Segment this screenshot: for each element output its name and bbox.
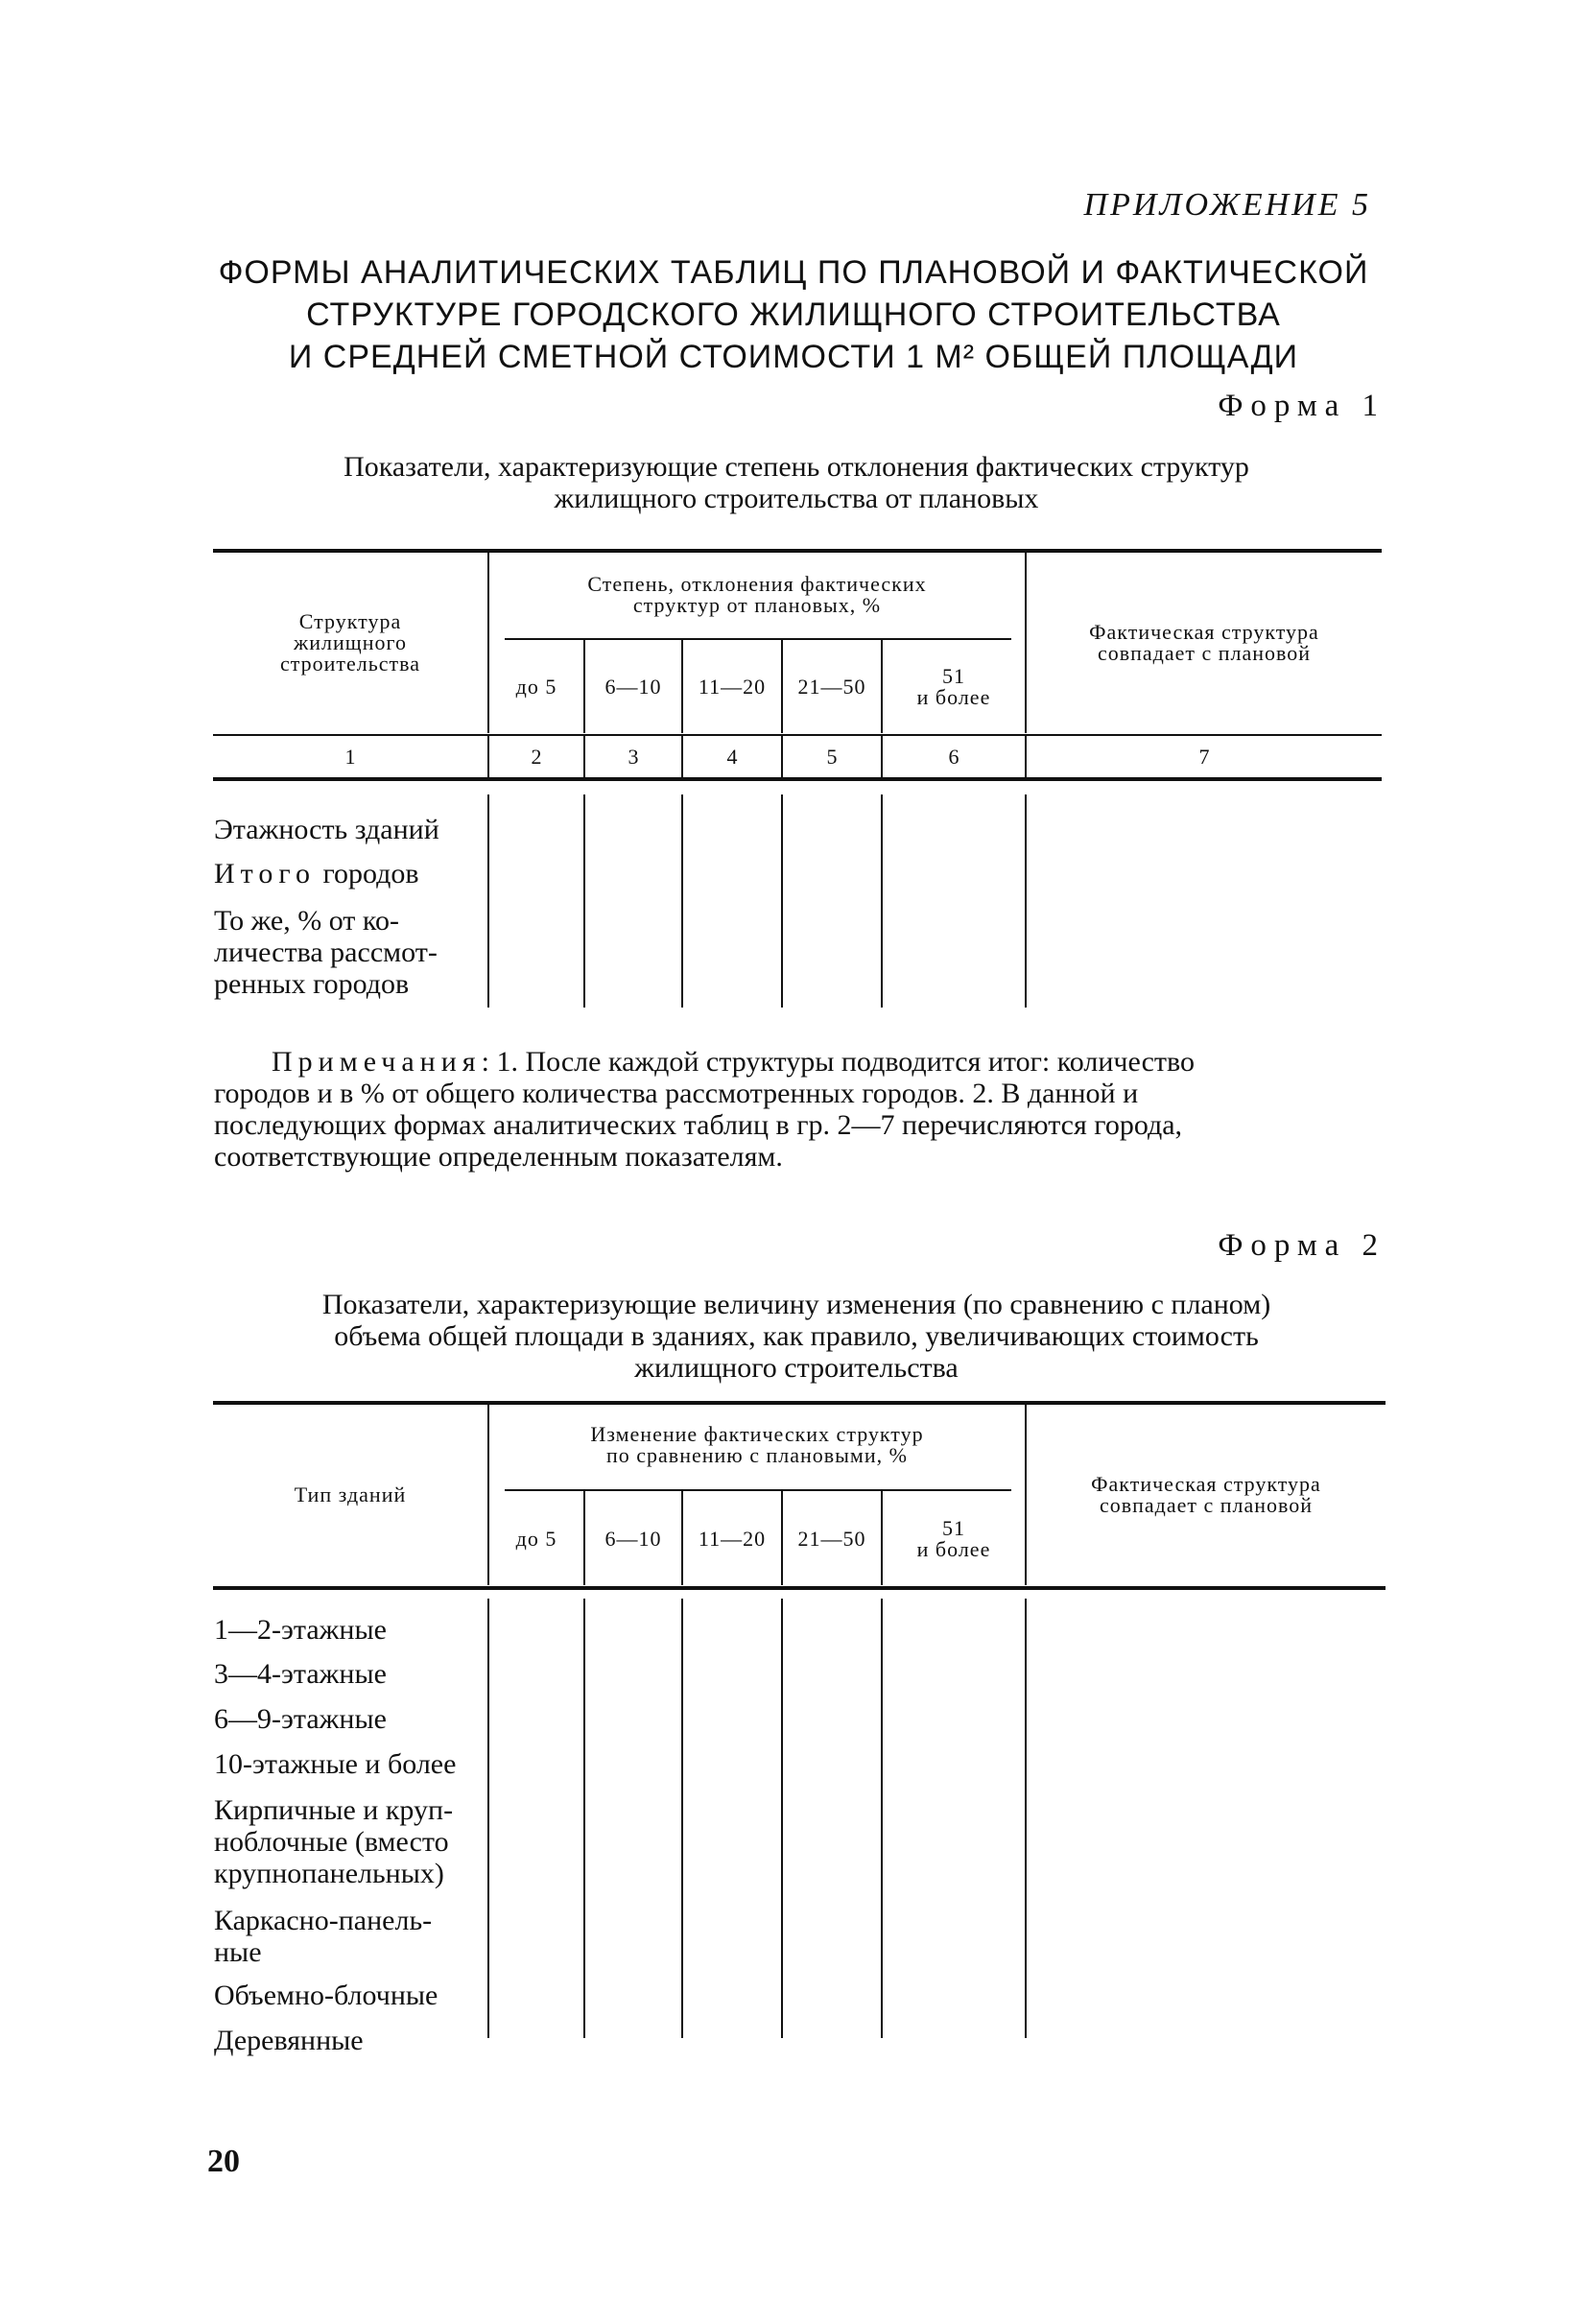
appendix-label: ПРИЛОЖЕНИЕ 5 [1083, 187, 1371, 223]
main-title [192, 251, 1395, 378]
header-range: 6—10 [604, 675, 662, 699]
total-word: Итого [214, 858, 316, 889]
row-label-line: Каркасно-панель- [214, 1905, 433, 1936]
header-bottom-rule [213, 734, 1382, 736]
row-label-line: ные [214, 1936, 262, 1968]
header-deviation-group [489, 566, 1025, 624]
header-line: Структура [298, 609, 402, 633]
row-label-line: крупнопанельных) [214, 1858, 444, 1889]
group-underline [505, 1489, 1011, 1491]
row-label-line: Кирпичные и круп- [214, 1794, 454, 1826]
col-divider [487, 794, 489, 1008]
numbers-bottom-rule [213, 777, 1382, 781]
header-match [1027, 1404, 1386, 1586]
header-line: Фактическая структура [1091, 1472, 1321, 1496]
col-divider [681, 794, 683, 1008]
caption-line: объема общей площади в зданиях, как правило, увеличивающих стоимость [334, 1320, 1259, 1352]
row-label-line: То же, % от ко- [214, 905, 399, 937]
header-structure [213, 552, 487, 734]
header-range: 6—10 [604, 1527, 662, 1551]
main-title-line: СТРУКТУРЕ ГОРОДСКОГО ЖИЛИЩНОГО СТРОИТЕЛЬСТВА [306, 296, 1281, 333]
row-label-same-percent [214, 905, 487, 1000]
col-divider [583, 794, 585, 1008]
row-label-brick [214, 1794, 487, 1889]
header-range-last [883, 1492, 1025, 1586]
header-line: Степень, отклонения фактических [587, 572, 927, 596]
row-label-line: Деревянные [214, 2025, 364, 2056]
form1-label: Форма 1 [1218, 389, 1386, 423]
header-change-group [489, 1416, 1025, 1474]
header-building-type: Тип зданий [294, 1482, 407, 1506]
header-range: 11—20 [698, 1527, 767, 1551]
col-divider [1025, 794, 1027, 1008]
form2-caption [211, 1289, 1382, 1384]
notes-line: городов и в % от общего количества рассмотренных городов. 2. В данной и [214, 1078, 1139, 1109]
header-match [1027, 552, 1382, 734]
row-label-1-2-floors [214, 1614, 487, 1646]
header-range: 21—50 [797, 675, 866, 699]
header-line: Изменение фактических структур [590, 1422, 924, 1446]
main-title-line: И СРЕДНЕЙ СМЕТНОЙ СТОИМОСТИ 1 М² ОБЩЕЙ ПЛОЩАДИ [288, 339, 1299, 375]
col-divider [1025, 1599, 1027, 2038]
row-label-3-4-floors [214, 1658, 487, 1690]
column-number: 6 [948, 745, 959, 769]
row-label-line: 3—4-этажные [214, 1658, 387, 1690]
row-label-line: ренных городов [214, 968, 410, 1000]
header-line: строительства [279, 652, 421, 676]
column-number: 3 [628, 745, 639, 769]
row-label-line: 10-этажные и более [214, 1748, 457, 1780]
header-line: совпадает с плановой [1097, 641, 1312, 665]
header-line: совпадает с плановой [1099, 1493, 1314, 1517]
header-line: и более [916, 685, 991, 709]
caption-line: жилищного строительства от плановых [554, 483, 1039, 514]
col-divider [487, 1599, 489, 2038]
header-range: 21—50 [797, 1527, 866, 1551]
notes-label: Примечания [272, 1046, 482, 1078]
row-label-line: Этажность зданий [214, 814, 439, 845]
row-label-floors [214, 814, 487, 845]
col-divider [781, 1599, 783, 2038]
col-divider [583, 1599, 585, 2038]
header-bottom-rule [213, 1586, 1386, 1590]
col-divider [781, 794, 783, 1008]
header-range: 11—20 [698, 675, 767, 699]
main-title-line: ФОРМЫ АНАЛИТИЧЕСКИХ ТАБЛИЦ ПО ПЛАНОВОЙ И ФАКТИЧЕСКОЙ [218, 254, 1369, 291]
col-divider [681, 1599, 683, 2038]
form1-caption [211, 451, 1382, 514]
row-label-volume-block [214, 1980, 487, 2011]
header-range-last [883, 640, 1025, 734]
row-label-total [214, 858, 487, 889]
notes-text: 1. После каждой структуры подводится итог: количество [496, 1046, 1195, 1078]
column-number: 5 [826, 745, 838, 769]
row-label-frame-panel [214, 1905, 487, 1968]
row-label-6-9-floors [214, 1703, 487, 1735]
column-number: 4 [726, 745, 738, 769]
caption-line: Показатели, характеризующие величину изменения (по сравнению с планом) [321, 1289, 1271, 1320]
header-range: до 5 [515, 1527, 557, 1551]
page-number: 20 [207, 2144, 240, 2179]
header-line: и более [916, 1537, 991, 1561]
row-label-line: личества рассмот- [214, 937, 438, 968]
header-range: до 5 [515, 675, 557, 699]
row-label-line [214, 858, 487, 889]
caption-line: Показатели, характеризующие степень отклонения фактических структур [343, 451, 1249, 483]
column-number: 7 [1198, 745, 1210, 769]
header-line: 51 [942, 664, 965, 688]
row-label-line: Объемно-блочные [214, 1980, 438, 2011]
notes-line: Примечания: 1. После каждой структуры подводится итог: количество [272, 1046, 1195, 1078]
caption-line: жилищного строительства [634, 1352, 959, 1384]
row-label-line: 1—2-этажные [214, 1614, 387, 1646]
header-line: жилищного [294, 630, 407, 654]
row-label-10-floors [214, 1748, 487, 1780]
row-label-line: 6—9-этажные [214, 1703, 387, 1735]
header-line: 51 [942, 1516, 965, 1540]
total-suffix: городов [322, 858, 419, 889]
header-line: Фактическая структура [1089, 620, 1319, 644]
row-label-line: ноблочные (вместо [214, 1826, 449, 1858]
notes-line: последующих формах аналитических таблиц в гр. 2—7 перечисляются города, [214, 1109, 1183, 1141]
col-divider [881, 794, 883, 1008]
row-label-wooden [214, 2025, 487, 2056]
header-line: по сравнению с плановыми, % [606, 1443, 908, 1467]
notes-block [214, 1046, 1394, 1173]
header-line: структур от плановых, % [632, 593, 882, 617]
form2-label: Форма 2 [1218, 1228, 1386, 1263]
column-number: 2 [531, 745, 542, 769]
column-number: 1 [344, 745, 356, 769]
col-divider [881, 1599, 883, 2038]
notes-line: соответствующие определенным показателям. [214, 1141, 783, 1173]
